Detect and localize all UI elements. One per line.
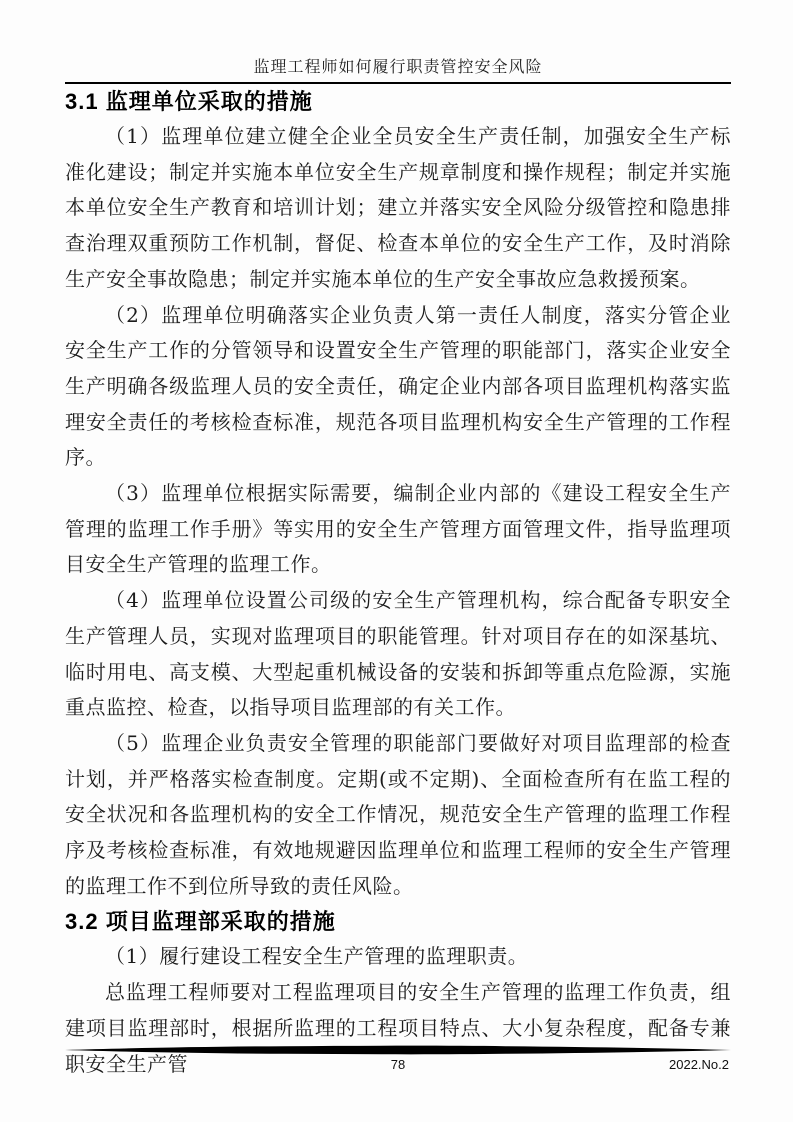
header-title: 监理工程师如何履行职责管控安全风险: [253, 57, 543, 76]
page-footer: [65, 1044, 731, 1077]
paragraph-3-2-2: 总监理工程师要对工程监理项目的安全生产管理的监理工作负责，组建项目监理部时，根据所监理的工程项目特点、大小复杂程度，配备专兼职安全生产管: [65, 980, 731, 1076]
paragraph-3-1-3: （3）监理单位根据实际需要，编制企业内部的《建设工程安全生产管理的监理工作手册》等实用的安全生产管理方面管理文件，指导监理项目安全生产管理的监理工作。: [65, 481, 731, 577]
paragraph-3-1-4: （4）监理单位设置公司级的安全生产管理机构，综合配备专职安全生产管理人员，实现对监理项目的职能管理。针对项目存在的如深基坑、临时用电、高支模、大型起重机械设备的安装和拆卸等重点危险源，实施重点监控、检查，以指导项目监理部的有关工作。: [65, 588, 731, 720]
page-number: 78: [390, 1057, 406, 1072]
paragraph-3-1-5: （5）监理企业负责安全管理的职能部门要做好对项目监理部的检查计划，并严格落实检查制度。定期(或不定期)、全面检查所有在监工程的安全状况和各监理机构的安全工作情况，规范安全生产管理的监理工作程序及考核检查标准，有效地规避因监理单位和监理工程师的安全生产管理的监理工作不到位所导致的责任风险。: [65, 730, 731, 898]
issue-number: 2022.No.2: [669, 1057, 729, 1072]
running-header: [65, 0, 731, 84]
footer-decorative-bar-icon: [65, 1044, 731, 1056]
paragraph-3-2-1: （1）履行建设工程安全生产管理的监理职责。: [105, 944, 529, 969]
section-heading-3-1: 3.1 监理单位采取的措施: [65, 89, 313, 114]
footer-meta: [65, 1057, 731, 1077]
section-heading-3-2: 3.2 项目监理部采取的措施: [65, 909, 336, 935]
paragraph-3-1-1: （1）监理单位建立健全企业全员安全生产责任制，加强安全生产标准化建设；制定并实施本单位安全生产规章制度和操作规程；制定并实施本单位安全生产教育和培训计划；建立并落实安全风险分级管控和隐患排查治理双重预防工作机制，督促、检查本单位的安全生产工作，及时消除生产安全事故隐患；制定并实施本单位的生产安全事故应急救援预案。: [65, 124, 731, 291]
paragraph-3-1-2: （2）监理单位明确落实企业负责人第一责任人制度，落实分管企业安全生产工作的分管领导和设置安全生产管理的职能部门，落实企业安全生产明确各级监理人员的安全责任，确定企业内部各项目监理机构落实监理安全责任的考核检查标准，规范各项目监理机构安全生产管理的工作程序。: [65, 302, 731, 470]
header-rule: [65, 82, 731, 84]
page-content: [65, 0, 731, 1082]
